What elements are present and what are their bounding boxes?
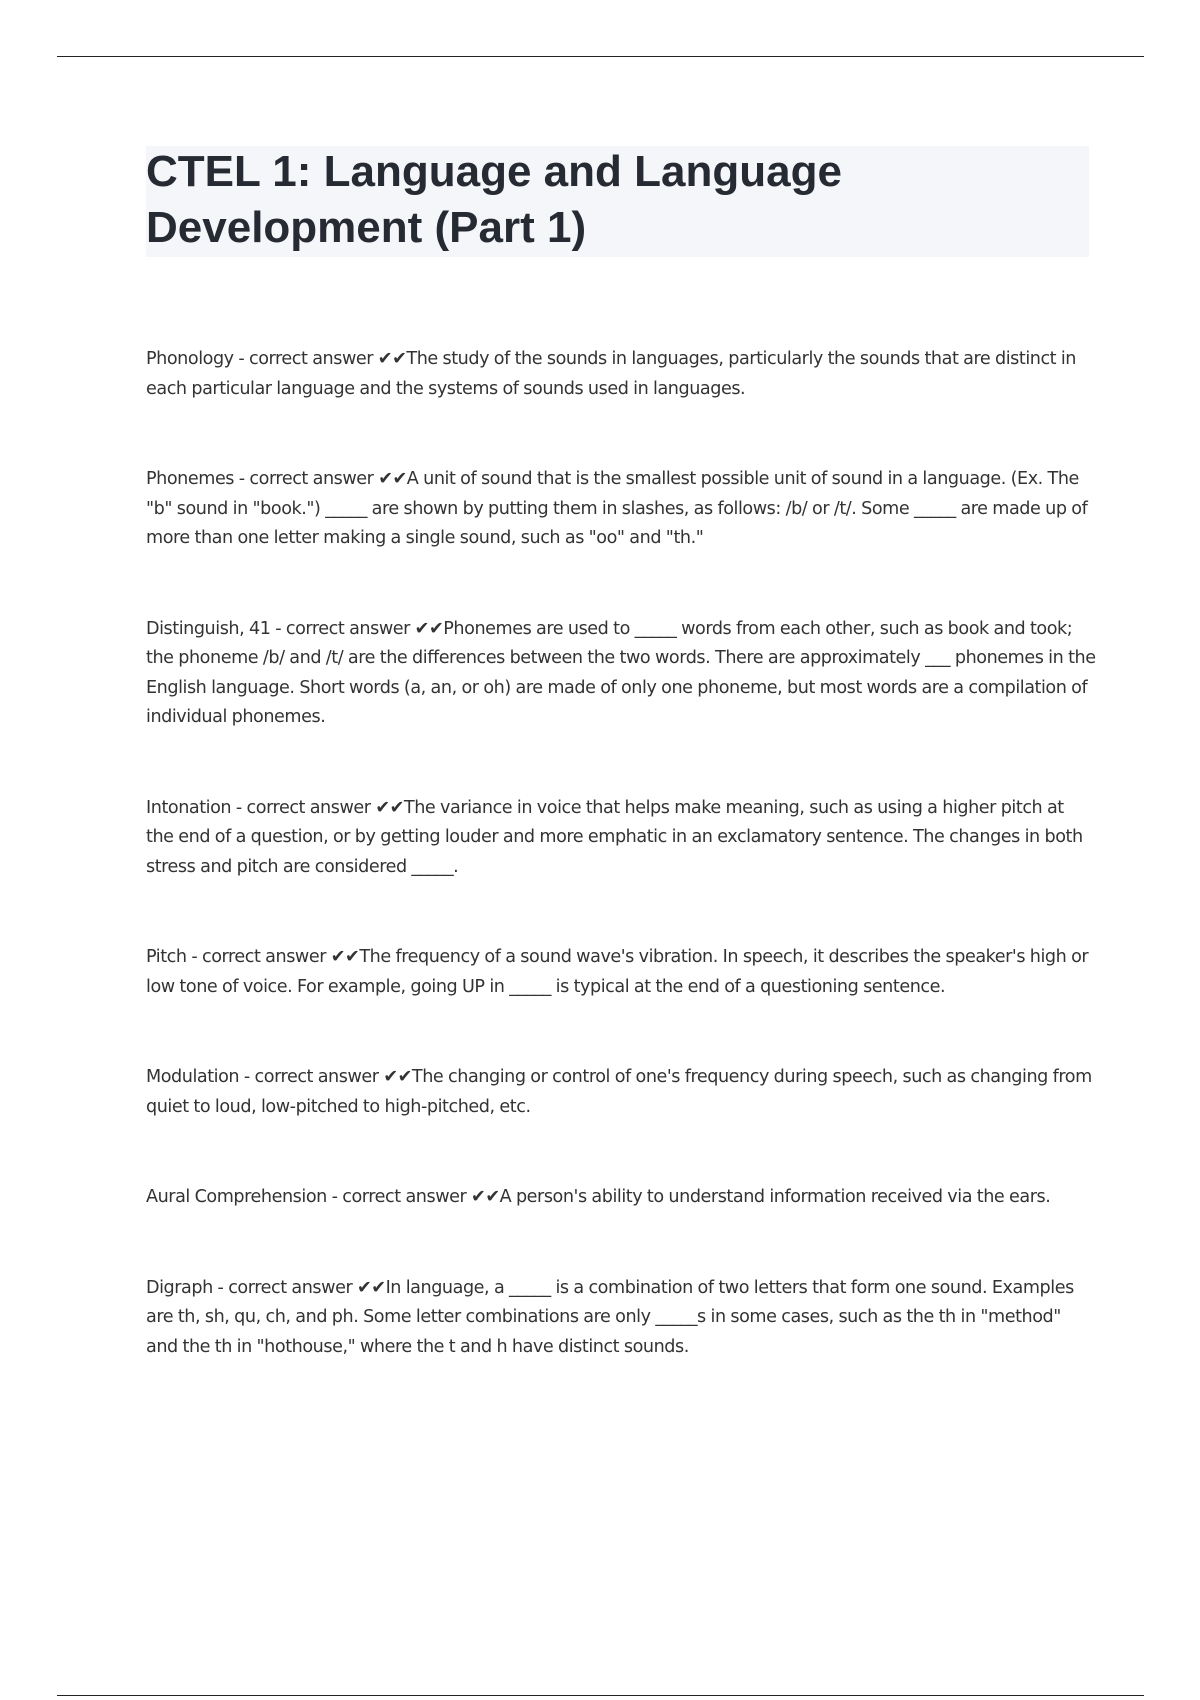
flashcard-entry — [146, 615, 1096, 733]
bottom-divider — [57, 1695, 1144, 1696]
entry-term: Intonation — [146, 797, 232, 818]
entry-definition: The variance in voice that helps make meaning, such as using a higher pitch at the end of a question, or by getting louder and more emphatic in an exclamatory sentence. The changes in both stress and pitch are considered _____. — [146, 797, 1083, 877]
entry-term: Phonemes — [146, 469, 235, 489]
answer-marker: - correct answer ✔✔ — [243, 1067, 412, 1087]
entry-definition: The changing or control of one's frequency during speech, such as changing from quiet to loud, low-pitched to high-pitched, etc. — [146, 1067, 1092, 1117]
flashcard-entry — [146, 345, 1096, 404]
entry-definition: The study of the sounds in languages, particularly the sounds that are distinct in each particular language and the systems of sounds used in languages. — [146, 349, 1077, 399]
answer-marker: - correct answer ✔✔ — [217, 1277, 386, 1298]
entry-term: Aural Comprehension — [146, 1187, 327, 1207]
answer-marker: - correct answer ✔✔ — [275, 618, 444, 639]
answer-marker: - correct answer ✔✔ — [191, 947, 360, 967]
flashcard-entry — [146, 943, 1096, 1002]
flashcard-entry — [146, 794, 1096, 883]
entry-definition: In language, a _____ is a combination of two letters that form one sound. Examples are th, sh, qu, ch, and ph. Some letter combinations are only _____s in some cases, such as the th in "method" and the th in "hothouse," where the t and h have distinct sounds. — [146, 1277, 1074, 1357]
entry-term: Distinguish, 41 — [146, 618, 271, 639]
flashcard-entry — [146, 1063, 1096, 1122]
document-title: CTEL 1: Language and Language Development (Part 1) — [146, 147, 842, 252]
answer-marker: - correct answer ✔✔ — [238, 469, 407, 489]
entry-term: Pitch — [146, 947, 187, 967]
entry-term: Phonology — [146, 349, 234, 369]
flashcard-entry — [146, 1274, 1096, 1363]
answer-marker: - correct answer ✔✔ — [235, 797, 404, 818]
entry-definition: A person's ability to understand information received via the ears. — [499, 1187, 1051, 1207]
entry-definition: Phonemes are used to _____ words from each other, such as book and took; the phoneme /b/ and /t/ are the differences between the two words. There are approximately ___ phonemes in the English language. Short words (a, an, or oh) are made of only one phoneme, but most words are a compilation of individual phonemes. — [146, 618, 1096, 727]
entry-term: Digraph — [146, 1277, 213, 1298]
entry-definition: A unit of sound that is the smallest possible unit of sound in a language. (Ex. The "b" sound in "book.") _____ are shown by putting them in slashes, as follows: /b/ or /t/. Some _____ are made up of more than one letter making a single sound, such as "oo" and "th." — [146, 469, 1088, 548]
top-divider — [57, 56, 1144, 57]
answer-marker: - correct answer ✔✔ — [238, 349, 407, 369]
entry-definition: The frequency of a sound wave's vibration. In speech, it describes the speaker's high or low tone of voice. For example, going UP in _____ is typical at the end of a questioning sentence. — [146, 947, 1089, 997]
entry-term: Modulation — [146, 1067, 240, 1087]
flashcard-entry — [146, 465, 1096, 554]
flashcard-entry — [146, 1183, 1096, 1213]
flashcard-list — [146, 345, 1096, 1362]
answer-marker: - correct answer ✔✔ — [331, 1187, 500, 1207]
